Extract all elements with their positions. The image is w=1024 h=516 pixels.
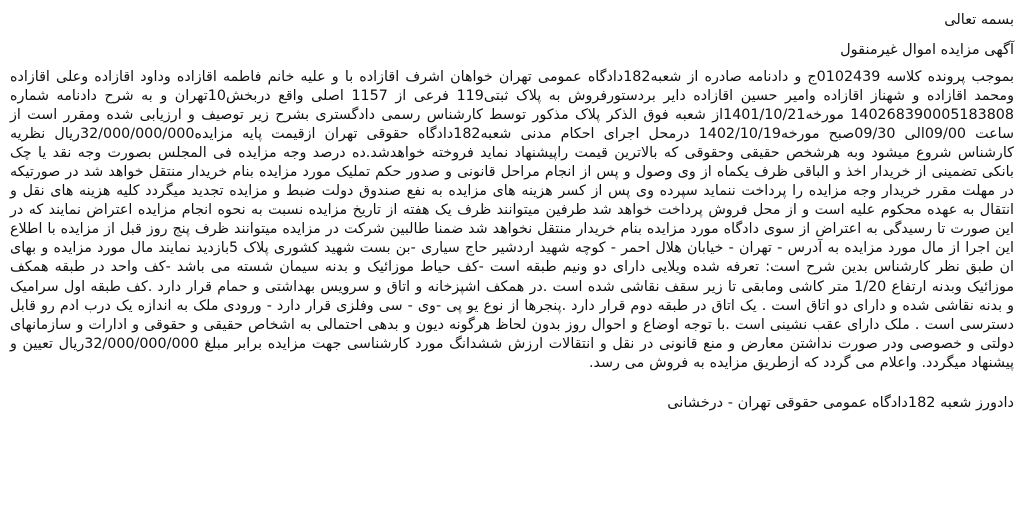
notice-title: آگهی مزایده اموال غیرمنقول bbox=[840, 42, 1014, 58]
basmala-heading: بسمه تعالی bbox=[944, 12, 1014, 28]
auction-notice-document bbox=[6, 0, 1018, 516]
signature-line: دادورز شعبه 182دادگاه عمومی حقوقی تهران - درخشانی bbox=[667, 394, 1014, 411]
notice-body-paragraph: بموجب پرونده کلاسه 0102439ج و دادنامه صادره از شعبه182دادگاه عمومی تهران خواهان اشرف اقازاده با و علیه خانم فاطمه اقازاده وداود اقازاده وعلی اقازاده ومحمد اقازاده و شهناز اقازاده وامیر حسین اقازاده دایر بردستورفروش به پلاک ثبتی119 فرعی از 1157 اصلی واقع دربخش10تهران و به شرح دادنامه شماره 140268390005183808 مورخه1401/10/21از شعبه فوق الذکر پلاک مذکور توسط کارشناس رسمی دادگستری بشرح زیر توصیف و ارزیابی شده ومقرر است از ساعت 09/00الی 09/30صبح مورخه1402/10/19 درمحل اجرای احکام مدنی شعبه182دادگاه حقوقی تهران ازقیمت پایه مزایده32/000/000/000ریال نظریه کارشناس شروع میشود وبه هرشخص حقیقی وحقوقی که بالاترین قیمت راپیشنهاد نماید فروخته خواهدشد.ده درصد وجه مزایده فی المجلس بصورت وجه نقد یا چک بانکی تضمینی از خریدار اخذ و الباقی ظرف یکماه از وی وصول و پس از انجام مراحل قانونی و صدور حکم تملیک مورد مزایده بنام خریدار منتقل خواهد شد در صورتیکه در مهلت مقرر خریدار وجه مزایده را پرداخت ننماید سپرده وی پس از کسر هزینه های مزایده به نفع صندوق دولت ضبط و مزایده تجدید میگردد کلیه هزینه های نقل و انتقال به عهده محکوم علیه است و از محل فروش پرداخت خواهد شد طرفین میتوانند ظرف یک هفته از تاریخ مزایده نسبت به نحوه انجام مزایده اعتراض نمایند که در این صورت تا رسیدگی به اعتراض از سوی دادگاه مورد مزایده بنام خریدار منتقل نخواهد شد ضمنا طالبین شرکت در مزایده میتوانند ظرف پنج روز قبل از مزایده با اطلاع این اجرا از مال مورد مزایده به آدرس - تهران - خیابان هلال احمر - کوچه شهید اردشیر حاج سیاری -بن بست شهید کشوری پلاک 5بازدید نمایند مال مورد مزایده و بهای ان طبق نظر کارشناس بدین شرح است: تعرفه شده ویلایی دارای دو ونیم طبقه است -کف حیاط موزائیک و بدنه سیمان شسته می باشد -کف واحد در طبقه همکف موزائیک وبدنه ارتفاع 1/20 متر کاشی ومابقی تا زیر سقف نقاشی شده است .در همکف اشپزخانه و اتاق و سرویس بهداشتی و حمام قرار دارد .کف طبقه اول سرامیک و بدنه نقاشی شده و دارای دو اتاق است . یک اتاق در طبقه دوم قرار دارد .پنجرها از نوع یو پی -وی - سی وفلزی قرار دارد - ورودی ملک به اندازه یک درب ادم رو قابل دسترسی است . ملک دارای عقب نشینی است .با توجه اوضاع و احوال روز بدون لحاظ هرگونه دیون و بدهی احتمالی به اشخاص حقیقی و حقوقی و ادارات و سازمانهای دولتی و خصوصی ودر صورت نداشتن معارض و منع قانونی در نقل و انتقالات ارزش ششدانگ مورد کارشناسی جهت مزایده برابر مبلغ 32/000/000/000ریال تعیین و پیشنهاد میگردد. واعلام می گردد که ازطریق مزایده به فروش می رسد. bbox=[10, 69, 1015, 371]
